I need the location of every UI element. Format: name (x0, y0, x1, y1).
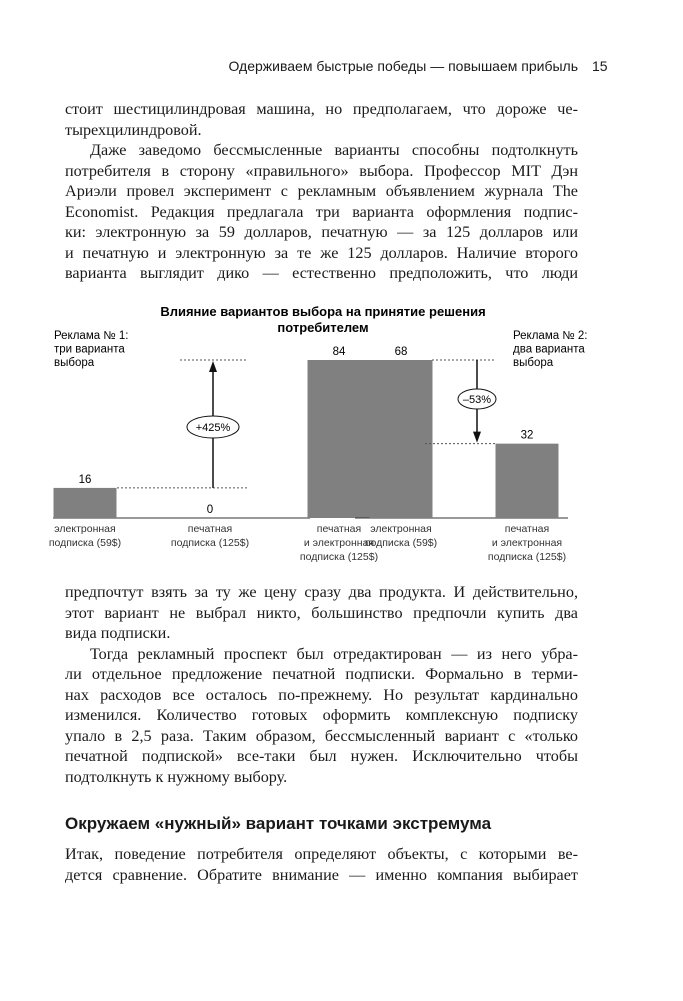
text-line: печатной подпиской» все-таки был нужен. Исключительно чтобы (65, 747, 578, 765)
annotation-label: +425% (195, 422, 231, 434)
category-label: электронная (54, 523, 116, 535)
text-line: ки: электронную за 59 долларов, печатную — за 125 долларов или (65, 223, 578, 241)
category-label: подписка (59$) (48, 537, 122, 549)
chart-title: потребителем (277, 320, 369, 335)
page-number: 15 (592, 58, 608, 74)
arrow-head (473, 432, 481, 443)
text-line: и печатную и электронную за те же 125 долларов. Наличие второго (65, 243, 578, 262)
panel-label: Реклама № 1: (54, 330, 129, 342)
text-line: тырехцилиндровой. (65, 120, 202, 139)
bar-value-label: 32 (520, 429, 534, 442)
bar-value-label: 68 (394, 346, 408, 358)
text-line: подтолкнуть к нужному выбору. (65, 767, 288, 786)
text-line: Тогда рекламный проспект был отредактирован — из него убра- (90, 644, 578, 663)
category-label: подписка (125$) (299, 551, 379, 563)
text-line: дется сравнение. Обратите внимание — именно компания выбирает (65, 865, 578, 884)
arrow-head (209, 361, 217, 372)
category-label: печатная (504, 523, 550, 535)
panel-label: выбора (513, 357, 554, 369)
panel-label: два варианта (513, 343, 585, 356)
text-line: Economist. Редакция предлагала три варианта оформления подпис- (65, 202, 578, 221)
text-line: упало в 2,5 раза. Таким образом, бессмысленный вариант с «только (65, 726, 578, 745)
panel-label: три варианта (54, 343, 125, 356)
bar-value-label: 84 (332, 346, 346, 358)
section-heading: Окружаем «нужный» вариант точками экстремума (65, 814, 492, 833)
text-line: этот вариант не выбрал никто, большинство предпочли купить два (65, 603, 578, 622)
text-line: Даже заведомо бессмысленные варианты способны подтолкнуть (90, 141, 578, 159)
text-line: нах расходов все осталось по-прежнему. Но результат кардинально (65, 685, 578, 704)
text-line: Ариэли провел эксперимент с рекламным объявлением журнала The (65, 182, 578, 200)
annotation-label: –53% (462, 394, 492, 406)
category-label: электронная (370, 523, 432, 535)
bar-value-label: 16 (78, 473, 92, 486)
running-header: Одерживаем быстрые победы — повышаем прибыль (228, 58, 578, 74)
panel-label: Реклама № 2: (513, 330, 588, 342)
panel-label: выбора (54, 357, 95, 369)
bar (370, 360, 433, 518)
chart-title: Влияние вариантов выбора на принятие решения (160, 304, 486, 319)
text-line: стоит шестицилиндровая машина, но предполагаем, что дороже че- (65, 100, 578, 118)
text-line: вида подписки. (65, 624, 171, 642)
text-line: изменился. Количество готовых оформить комплексную подписку (65, 706, 578, 724)
text-line: предпочтут взять за ту же цену сразу два продукта. И действительно, (65, 583, 578, 601)
text-line: варианта выглядит дико — естественно предположить, что люди (65, 264, 578, 282)
text-line: ли отдельное предложение печатной подписки. Формально в терми- (65, 665, 578, 683)
category-label: подписка (125$) (487, 551, 567, 563)
bar (308, 360, 371, 518)
bar (496, 444, 559, 518)
bar-value-label: 0 (206, 504, 214, 516)
text-line: Итак, поведение потребителя определяют объекты, с которыми ве- (65, 845, 578, 863)
category-label: и электронная (303, 537, 375, 549)
category-label: подписка (59$) (364, 537, 438, 549)
category-label: печатная (316, 523, 362, 535)
category-label: подписка (125$) (170, 537, 250, 549)
text-line: потребителя в сторону «правильного» выбора. Профессор MIT Дэн (65, 161, 578, 180)
bar (54, 488, 117, 518)
category-label: и электронная (491, 537, 563, 549)
category-label: печатная (187, 523, 233, 535)
